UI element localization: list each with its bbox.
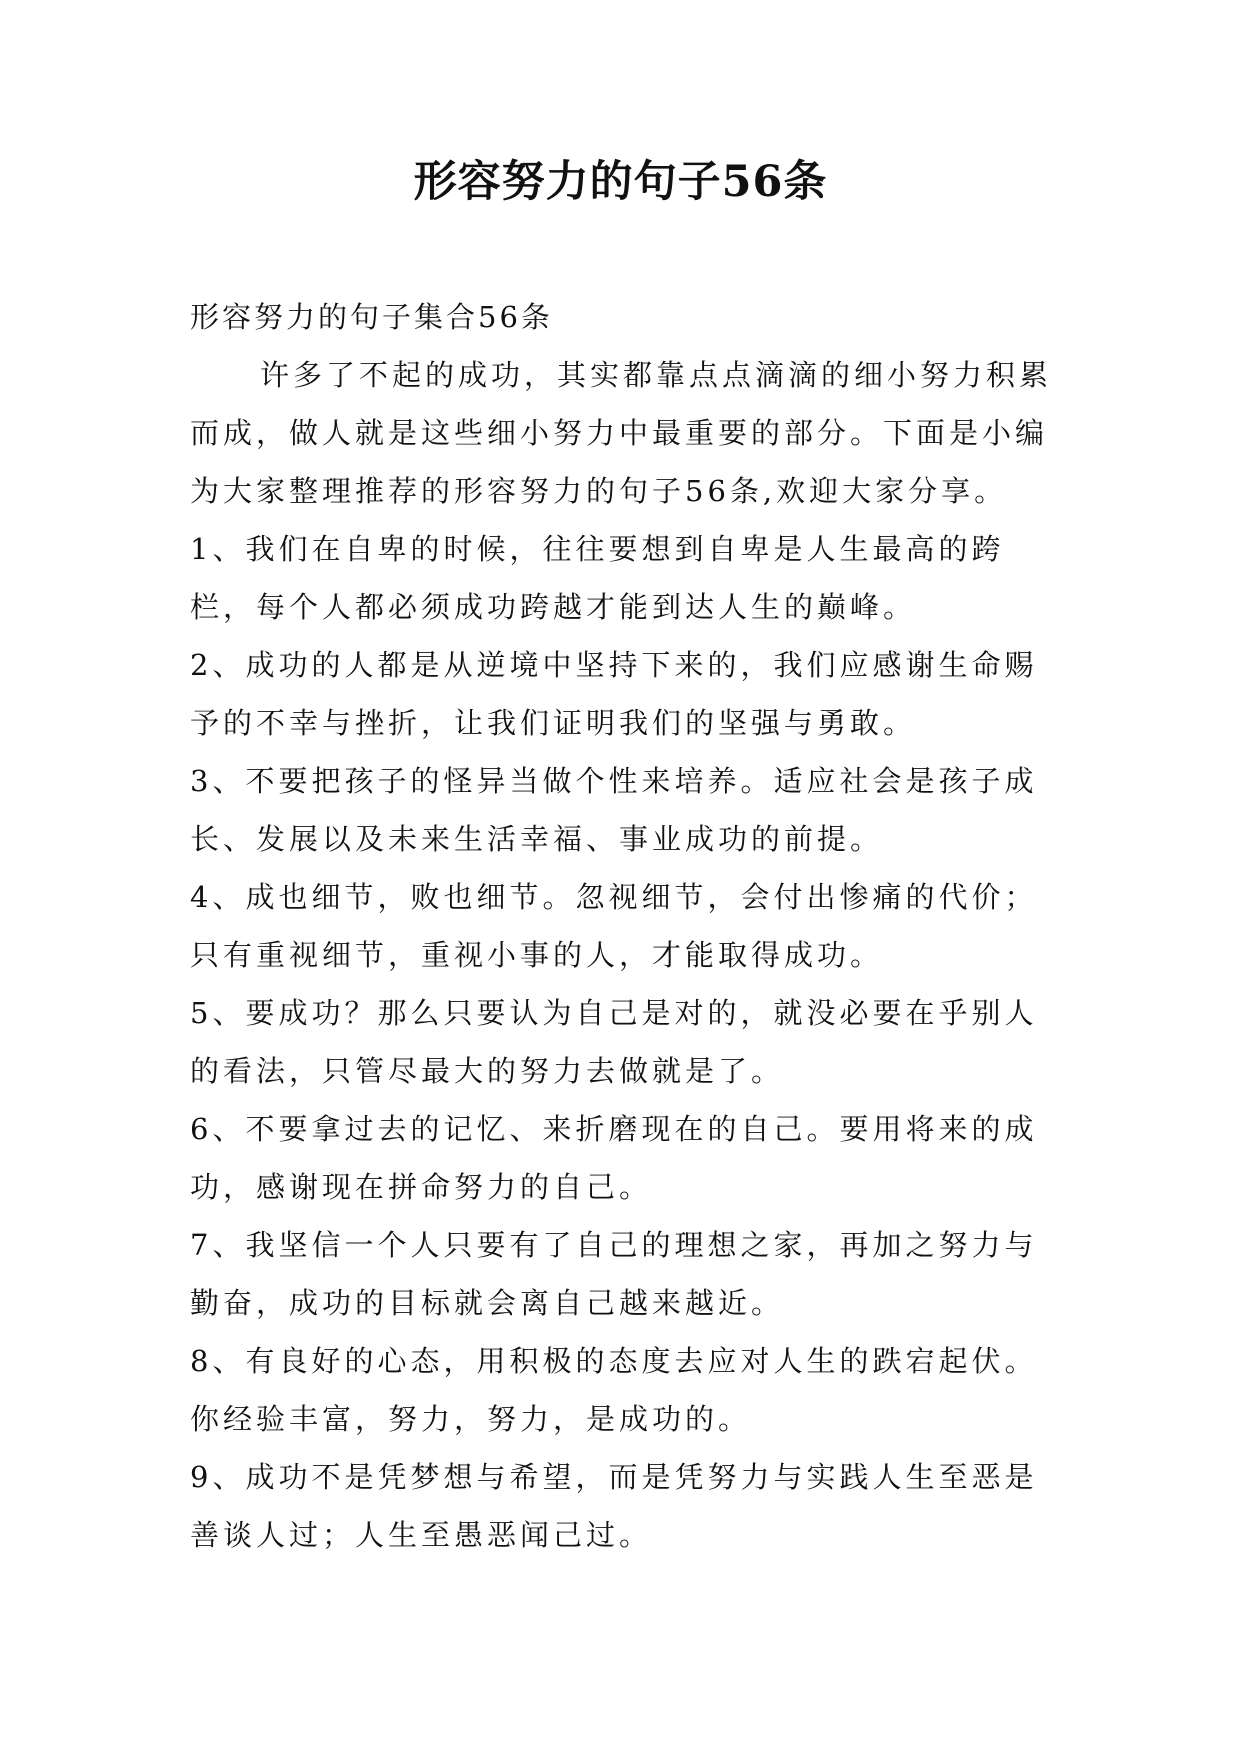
list-item: 9、成功不是凭梦想与希望，而是凭努力与实践人生至恶是善谈人过；人生至愚恶闻己过。 — [190, 1460, 1038, 1552]
list-item: 4、成也细节，败也细节。忽视细节，会付出惨痛的代价；只有重视细节，重视小事的人，才能取得成功。 — [190, 880, 1038, 972]
document-title: 形容努力的句子56条 — [413, 157, 828, 207]
list-item: 2、成功的人都是从逆境中坚持下来的，我们应感谢生命赐予的不幸与挫折，让我们证明我们的坚强与勇敢。 — [190, 648, 1038, 740]
list-item: 1、我们在自卑的时候，往往要想到自卑是人生最高的跨栏，每个人都必须成功跨越才能到达人生的巅峰。 — [190, 532, 1005, 624]
document-body — [190, 288, 1070, 1564]
list-item: 3、不要把孩子的怪异当做个性来培养。适应社会是孩子成长、发展以及未来生活幸福、事业成功的前提。 — [190, 764, 1038, 856]
list-item: 7、我坚信一个人只要有了自己的理想之家，再加之努力与勤奋，成功的目标就会离自己越来越近。 — [190, 1228, 1038, 1320]
list-item: 5、要成功？那么只要认为自己是对的，就没必要在乎别人的看法，只管尽最大的努力去做就是了。 — [190, 996, 1038, 1088]
list-item: 6、不要拿过去的记忆、来折磨现在的自己。要用将来的成功，感谢现在拼命努力的自己。 — [190, 1112, 1038, 1204]
intro-paragraph: 许多了不起的成功，其实都靠点点滴滴的细小努力积累而成，做人就是这些细小努力中最重要的部分。下面是小编为大家整理推荐的形容努力的句子56条,欢迎大家分享。 — [190, 358, 1053, 508]
document-subtitle: 形容努力的句子集合56条 — [190, 300, 553, 334]
list-item: 8、有良好的心态，用积极的态度去应对人生的跌宕起伏。你经验丰富，努力，努力，是成功的。 — [190, 1344, 1038, 1436]
